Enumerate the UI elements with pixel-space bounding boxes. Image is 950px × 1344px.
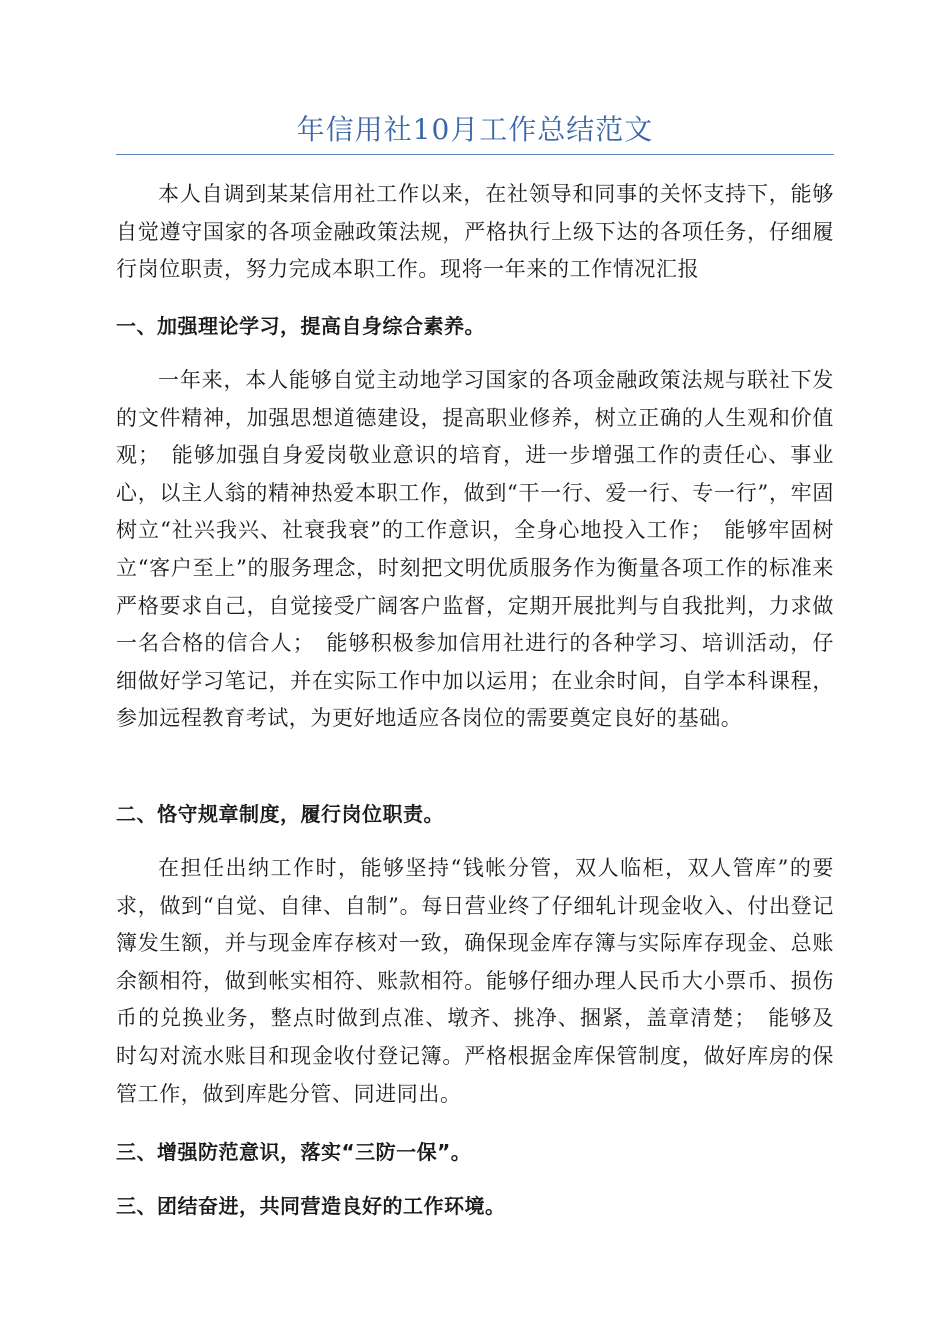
- section-paragraph-1: 一年来，本人能够自觉主动地学习国家的各项金融政策法规与联社下发的文件精神，加强思想道德建设，提高职业修养，树立正确的人生观和价值观； 能够加强自身爱岗敬业意识的培育，进一步增强工作的责任心、事业心，以主人翁的精神热爱本职工作，做到“干一行、爱一行、专一行”，牢固树立“社兴我兴、社衰我衰”的工作意识，全身心地投入工作； 能够牢固树立“客户至上”的服务理念，时刻把文明优质服务作为衡量各项工作的标准来严格要求自己，自觉接受广阔客户监督，定期开展批判与自我批判，力求做一名合格的信合人； 能够积极参加信用社进行的各种学习、培训活动，仔细做好学习笔记，并在实际工作中加以运用；在业余时间，自学本科课程，参加远程教育考试，为更好地适应各岗位的需要奠定良好的基础。: [116, 368, 834, 731]
- document-title: 年信用社10月工作总结范文: [296, 113, 654, 146]
- section-heading-2: 二、恪守规章制度，履行岗位职责。: [116, 802, 444, 826]
- title-underline: [116, 154, 834, 155]
- section-heading-1: 一、加强理论学习，提高自身综合素养。: [116, 314, 485, 338]
- section-heading-4: 三、团结奋进，共同营造良好的工作环境。: [116, 1194, 506, 1218]
- section-paragraph-2: 在担任出纳工作时，能够坚持“钱帐分管，双人临柜，双人管库”的要求，做到“自觉、自律、自制”。每日营业终了仔细轧计现金收入、付出登记簿发生额，并与现金库存核对一致，确保现金库存簿与实际库存现金、总账余额相符，做到帐实相符、账款相符。能够仔细办理人民币大小票币、损伤币的兑换业务，整点时做到点准、墩齐、挑净、捆紧，盖章清楚； 能够及时勾对流水账目和现金收付登记簿。严格根据金库保管制度，做好库房的保管工作，做到库匙分管、同进同出。: [116, 856, 834, 1106]
- intro-paragraph: 本人自调到某某信用社工作以来，在社领导和同事的关怀支持下，能够自觉遵守国家的各项金融政策法规，严格执行上级下达的各项任务，仔细履行岗位职责，努力完成本职工作。现将一年来的工作情况汇报: [116, 182, 834, 282]
- section-heading-3: 三、增强防范意识，落实“三防一保”。: [116, 1140, 472, 1164]
